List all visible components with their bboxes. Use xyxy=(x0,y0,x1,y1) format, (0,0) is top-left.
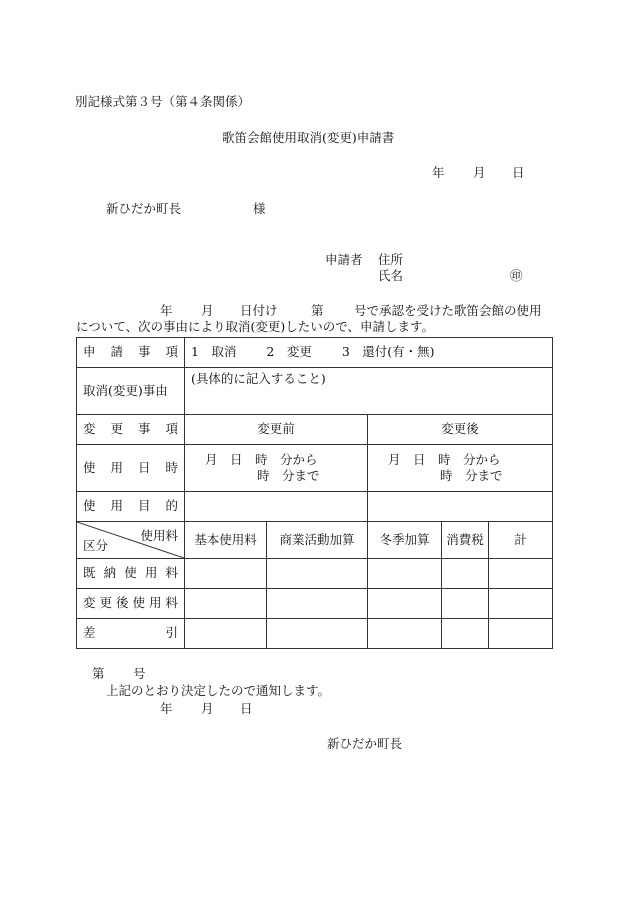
form-number: 別記様式第３号（第４条関係） xyxy=(75,94,251,109)
purpose-label: 使 用 目 的 xyxy=(77,492,185,522)
fee-cell[interactable] xyxy=(185,619,267,649)
before-purpose-field[interactable] xyxy=(185,492,368,522)
fee-cell[interactable] xyxy=(368,619,442,649)
fee-header-row xyxy=(77,522,553,559)
fee-cell[interactable] xyxy=(368,589,442,619)
fee-cell[interactable] xyxy=(185,559,267,589)
application-table xyxy=(76,337,553,649)
consumption-tax-header: 消費税 xyxy=(442,522,489,559)
document-title: 歌笛会館使用取消(変更)申請書 xyxy=(222,130,395,145)
reason-label: 取消(変更)事由 xyxy=(77,368,185,415)
fee-cell[interactable] xyxy=(267,619,368,649)
fee-category-header: 使用料 区分 xyxy=(77,522,185,559)
purpose-row xyxy=(77,492,553,522)
commercial-surcharge-header: 商業活動加算 xyxy=(267,522,368,559)
fee-cell[interactable] xyxy=(185,589,267,619)
after-header: 変更後 xyxy=(368,415,553,445)
fee-cell[interactable] xyxy=(442,619,489,649)
before-header: 変更前 xyxy=(185,415,368,445)
change-header-row xyxy=(77,415,553,445)
fee-cell[interactable] xyxy=(442,559,489,589)
reason-note: (具体的に記入すること) xyxy=(191,371,326,386)
before-datetime-field[interactable]: 月 日 時 分から 時 分まで xyxy=(185,445,368,492)
paid-fee-label: 既 納 使 用 料 xyxy=(77,559,185,589)
difference-label: 差 引 xyxy=(77,619,185,649)
total-header: 計 xyxy=(489,522,553,559)
reason-field[interactable] xyxy=(185,368,553,415)
fee-cell[interactable] xyxy=(489,589,553,619)
fee-row-changed xyxy=(77,589,553,619)
after-purpose-field[interactable] xyxy=(368,492,553,522)
basic-fee-header: 基本使用料 xyxy=(185,522,267,559)
request-row xyxy=(77,338,553,368)
issuer: 新ひだか町長 xyxy=(327,736,403,751)
fee-cell[interactable] xyxy=(442,589,489,619)
change-label: 変 更 事 項 xyxy=(77,415,185,445)
fee-cell[interactable] xyxy=(489,619,553,649)
reason-row xyxy=(77,368,553,415)
fee-cell[interactable] xyxy=(267,589,368,619)
request-options[interactable]: 1 取消 2 変更 3 還付(有・無) xyxy=(185,338,553,368)
seal-mark: ㊞ xyxy=(510,268,523,283)
changed-fee-label: 変 更 後 使 用 料 xyxy=(77,589,185,619)
fee-row-difference xyxy=(77,619,553,649)
usage-datetime-row xyxy=(77,445,553,492)
fee-row-paid xyxy=(77,559,553,589)
after-datetime-field[interactable]: 月 日 時 分から 時 分まで xyxy=(368,445,553,492)
request-label: 申 請 事 項 xyxy=(77,338,185,368)
fee-cell[interactable] xyxy=(489,559,553,589)
fee-cell[interactable] xyxy=(267,559,368,589)
fee-cell[interactable] xyxy=(368,559,442,589)
winter-surcharge-header: 冬季加算 xyxy=(368,522,442,559)
usage-datetime-label: 使 用 日 時 xyxy=(77,445,185,492)
